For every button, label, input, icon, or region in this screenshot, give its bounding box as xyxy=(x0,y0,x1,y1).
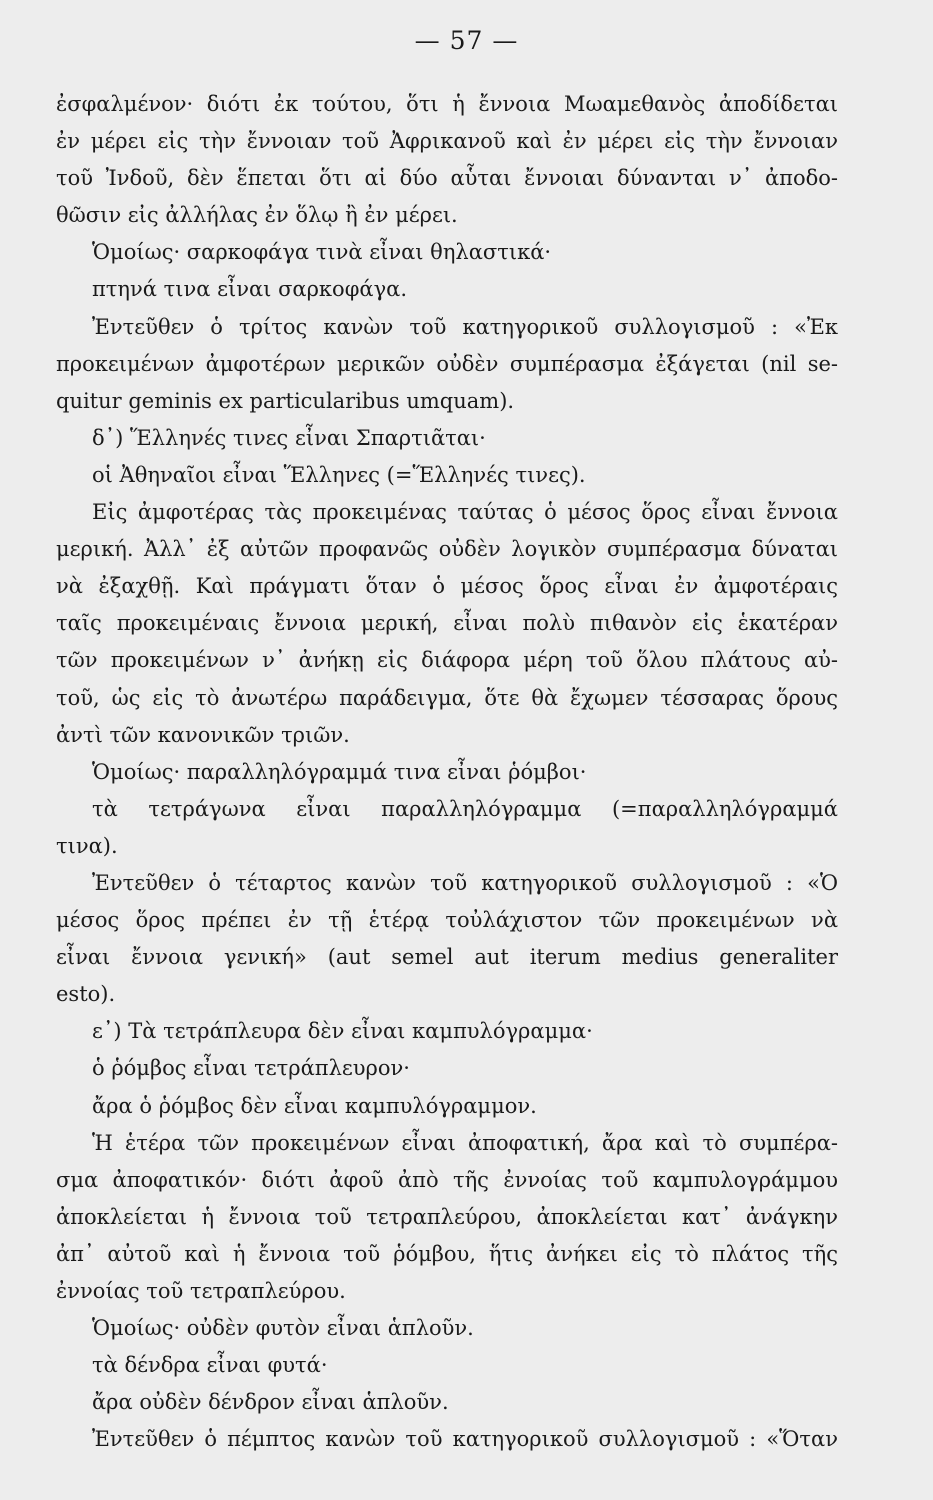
text-line: τῶν προκειμένων ν᾽ ἀνήκῃ εἰς διάφορα μέρη τοῦ ὅλου πλάτους αὐ- xyxy=(56,648,838,673)
text-line: τινα). xyxy=(56,833,118,858)
text-line: δ᾽) Ἕλληνές τινες εἶναι Σπαρτιᾶται· xyxy=(92,425,486,450)
text-line: ἄρα οὐδὲν δένδρον εἶναι ἁπλοῦν. xyxy=(92,1390,449,1415)
text-line: Ἐντεῦθεν ὁ πέμπτος κανὼν τοῦ κατηγορικοῦ συλλογισμοῦ : «Ὅταν xyxy=(92,1427,838,1452)
text-line: μερική. Ἀλλ᾽ ἐξ αὐτῶν προφανῶς οὐδὲν λογικὸν συμπέρασμα δύναται xyxy=(56,537,838,562)
text-line: Ἐντεῦθεν ὁ τρίτος κανὼν τοῦ κατηγορικοῦ συλλογισμοῦ : «Ἐκ xyxy=(92,314,838,339)
text-line: νὰ ἐξαχθῇ. Καὶ πράγματι ὅταν ὁ μέσος ὅρος εἶναι ἐν ἀμφοτέραις xyxy=(56,574,838,599)
text-line: ταῖς προκειμέναις ἔννοια μερική, εἶναι πολὺ πιθανὸν εἰς ἑκατέραν xyxy=(56,611,838,636)
text-line: μέσος ὅρος πρέπει ἐν τῇ ἑτέρᾳ τοὐλάχιστον τῶν προκειμένων νὰ xyxy=(56,908,838,933)
text-line: quitur geminis ex particularibus umquam). xyxy=(56,388,515,413)
text-line: ἐννοίας τοῦ τετραπλεύρου. xyxy=(56,1279,346,1303)
text-line: εἶναι ἔννοια γενική» (aut semel aut iterum medius generaliter xyxy=(56,945,838,970)
text-line: τοῦ, ὡς εἰς τὸ ἀνωτέρω παράδειγμα, ὅτε θὰ ἔχωμεν τέσσαρας ὅρους xyxy=(56,685,838,710)
text-line: σμα ἀποφατικόν· διότι ἀφοῦ ἀπὸ τῆς ἐννοίας τοῦ καμπυλογράμμου xyxy=(56,1167,838,1192)
text-line: θῶσιν εἰς ἀλλήλας ἐν ὅλῳ ἢ ἐν μέρει. xyxy=(56,203,458,228)
text-line: τοῦ Ἰνδοῦ, δὲν ἕπεται ὅτι αἱ δύο αὗται ἔννοιαι δύνανται ν᾽ ἀποδο- xyxy=(56,166,838,191)
text-line: Ἐντεῦθεν ὁ τέταρτος κανὼν τοῦ κατηγορικοῦ συλλογισμοῦ : «Ὁ xyxy=(92,870,838,895)
text-line: τὰ τετράγωνα εἶναι παραλληλόγραμμα (=παραλληλόγραμμά xyxy=(92,796,838,821)
text-line: Ὁμοίως· παραλληλόγραμμά τινα εἶναι ῥόμβοι· xyxy=(92,759,587,784)
text-line: ε᾽) Τὰ τετράπλευρα δὲν εἶναι καμπυλόγραμμα· xyxy=(92,1019,593,1044)
text-line: ἀπ᾽ αὐτοῦ καὶ ἡ ἔννοια τοῦ ῥόμβου, ἥτις ἀνήκει εἰς τὸ πλάτος τῆς xyxy=(56,1241,838,1266)
text-line: ἐσφαλμένον· διότι ἐκ τούτου, ὅτι ἡ ἔννοια Μωαμεθανὸς ἀποδίδεται xyxy=(56,92,838,116)
text-line: Εἰς ἀμφοτέρας τὰς προκειμένας ταύτας ὁ μέσος ὅρος εἶναι ἔννοια xyxy=(92,500,838,525)
text-line: Ἡ ἑτέρα τῶν προκειμένων εἶναι ἀποφατική, ἄρα καὶ τὸ συμπέρα- xyxy=(92,1130,838,1155)
text-line: Ὁμοίως· σαρκοφάγα τινὰ εἶναι θηλαστικά· xyxy=(92,240,552,265)
text-line: οἱ Ἀθηναῖοι εἶναι Ἕλληνες (=Ἕλληνές τινες). xyxy=(92,462,586,487)
text-line: τὰ δένδρα εἶναι φυτά· xyxy=(92,1353,328,1378)
text-line: ἐν μέρει εἰς τὴν ἔννοιαν τοῦ Ἀφρικανοῦ καὶ ἐν μέρει εἰς τὴν ἔννοιαν xyxy=(56,129,838,154)
text-line: ἀποκλείεται ἡ ἔννοια τοῦ τετραπλεύρου, ἀποκλείεται κατ᾽ ἀνάγκην xyxy=(56,1204,838,1229)
body-text xyxy=(56,86,838,1458)
text-line: προκειμένων ἀμφοτέρων μερικῶν οὐδὲν συμπέρασμα ἐξάγεται (nil se- xyxy=(56,351,838,376)
text-line: πτηνά τινα εἶναι σαρκοφάγα. xyxy=(92,277,407,302)
page-number: — 57 — xyxy=(414,26,519,55)
text-line: ὁ ῥόμβος εἶναι τετράπλευρον· xyxy=(92,1056,410,1081)
text-line: Ὁμοίως· οὐδὲν φυτὸν εἶναι ἁπλοῦν. xyxy=(92,1316,474,1341)
text-line: esto). xyxy=(56,982,116,1007)
text-line: ἀντὶ τῶν κανονικῶν τριῶν. xyxy=(56,722,350,747)
text-line: ἄρα ὁ ῥόμβος δὲν εἶναι καμπυλόγραμμον. xyxy=(92,1093,537,1118)
